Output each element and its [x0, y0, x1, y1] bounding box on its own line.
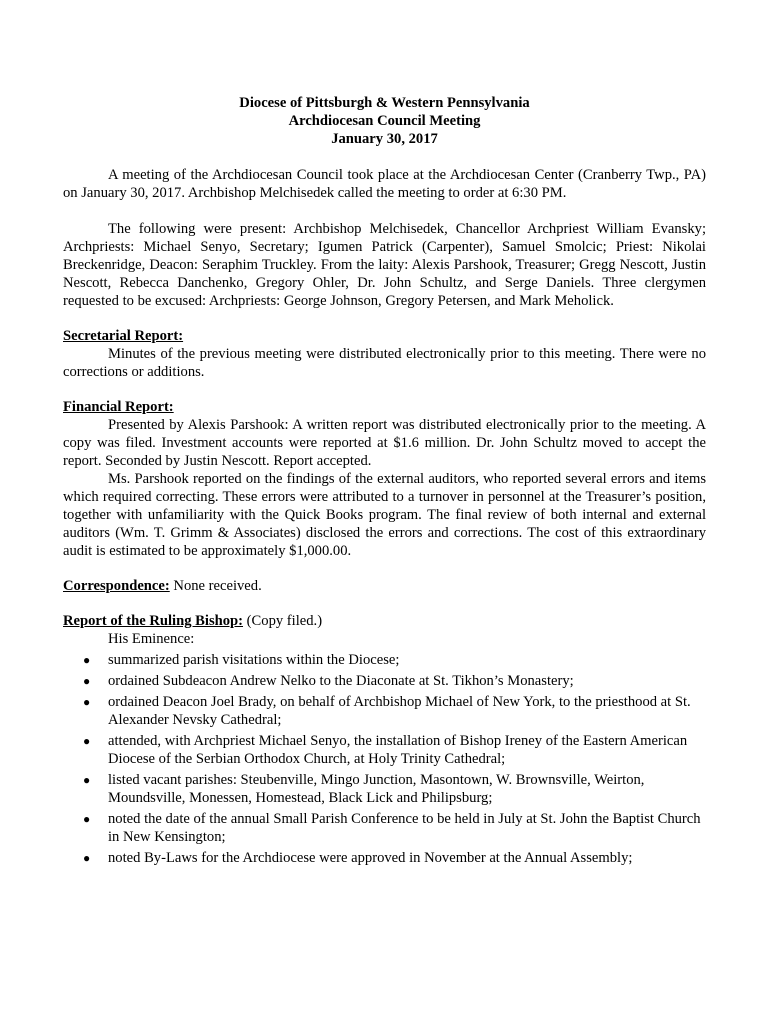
document-body — [63, 94, 706, 867]
correspondence-body: None received. — [173, 578, 262, 594]
list-item: ● listed vacant parishes: Steubenville, Mingo Junction, Masontown, W. Brownsville, Weirton, Moundsville, Monessen, Homestead, Black Lick and Philipsburg; — [83, 772, 645, 806]
header-date: January 30, 2017 — [331, 131, 438, 147]
list-item: ● noted the date of the annual Small Parish Conference to be held in July at St. John the Baptist Church in New Kensington; — [83, 811, 701, 845]
list-item: ● noted By-Laws for the Archdiocese were approved in November at the Annual Assembly; — [83, 850, 633, 866]
header-diocese: Diocese of Pittsburgh & Western Pennsylvania — [239, 95, 530, 111]
financial-section — [63, 398, 706, 560]
correspondence-title: Correspondence: — [63, 578, 170, 594]
secretarial-title: Secretarial Report: — [63, 328, 184, 344]
intro-paragraph: A meeting of the Archdiocesan Council took place at the Archdiocesan Center (Cranberry Twp., PA) on January 30, 2017. Archbishop Melchisedek called the meeting to order at 6:30 PM. — [63, 167, 706, 201]
list-item: ● ordained Subdeacon Andrew Nelko to the Diaconate at St. Tikhon’s Monastery; — [83, 673, 574, 689]
bullet-icon: ● — [83, 812, 91, 826]
attendance-paragraph: The following were present: Archbishop Melchisedek, Chancellor Archpriest William Evansky; Archpriests: Michael Senyo, Secretary; Igumen Patrick (Carpenter), Samuel Smolcic; Priest: Nikolai Breckenridge, Deacon: Seraphim Truckley. From the laity: Alexis Parshook, Treasurer; Gregg Nescott, Justin Nescott, Rebecca Danchenko, Gregory Ohler, Dr. John Schultz, and Serge Daniels. Three clergymen requested to be excused: Archpriests: George Johnson, Gregory Petersen, and Mark Meholick. — [63, 221, 706, 309]
secretarial-section — [63, 327, 706, 381]
list-item: ● ordained Deacon Joel Brady, on behalf of Archbishop Michael of New York, to the priesthood at St. Alexander Nevsky Cathedral; — [83, 694, 691, 728]
bishop-report-lead: His Eminence: — [108, 631, 195, 647]
header-meeting: Archdiocesan Council Meeting — [288, 113, 481, 129]
financial-paragraph-1: Presented by Alexis Parshook: A written report was distributed electronically prior to the meeting. A copy was filed. Investment accounts were reported at $1.6 million. Dr. John Schultz moved to accept the report. Seconded by Justin Nescott. Report accepted. — [63, 417, 706, 469]
bishop-report-note: (Copy filed.) — [246, 613, 323, 629]
bullet-icon: ● — [83, 674, 91, 688]
bullet-icon: ● — [83, 773, 91, 787]
bullet-icon: ● — [83, 851, 91, 865]
correspondence-section — [63, 577, 706, 595]
document-header — [63, 94, 706, 148]
bullet-icon: ● — [83, 734, 91, 748]
secretarial-body: Minutes of the previous meeting were distributed electronically prior to this meeting. There were no corrections or additions. — [63, 346, 706, 380]
list-item: ● attended, with Archpriest Michael Senyo, the installation of Bishop Ireney of the Eastern American Diocese of the Serbian Orthodox Church, at Holy Trinity Cathedral; — [83, 733, 688, 767]
bishop-report-section — [63, 612, 706, 867]
list-item: ● summarized parish visitations within the Diocese; — [83, 652, 400, 668]
bullet-icon: ● — [83, 653, 91, 667]
financial-title: Financial Report: — [63, 399, 174, 415]
financial-paragraph-2: Ms. Parshook reported on the findings of the external auditors, who reported several errors and items which required correcting. These errors were attributed to a turnover in personnel at the Treasurer’s position, together with unfamiliarity with the Quick Books program. The final review of both internal and external auditors (Wm. T. Grimm & Associates) disclosed the errors and corrections. The cost of this extraordinary audit is estimated to be approximately $1,000.00. — [63, 471, 706, 559]
bishop-report-list — [63, 651, 706, 867]
bishop-report-title: Report of the Ruling Bishop: — [63, 613, 244, 629]
bullet-icon: ● — [83, 695, 91, 709]
